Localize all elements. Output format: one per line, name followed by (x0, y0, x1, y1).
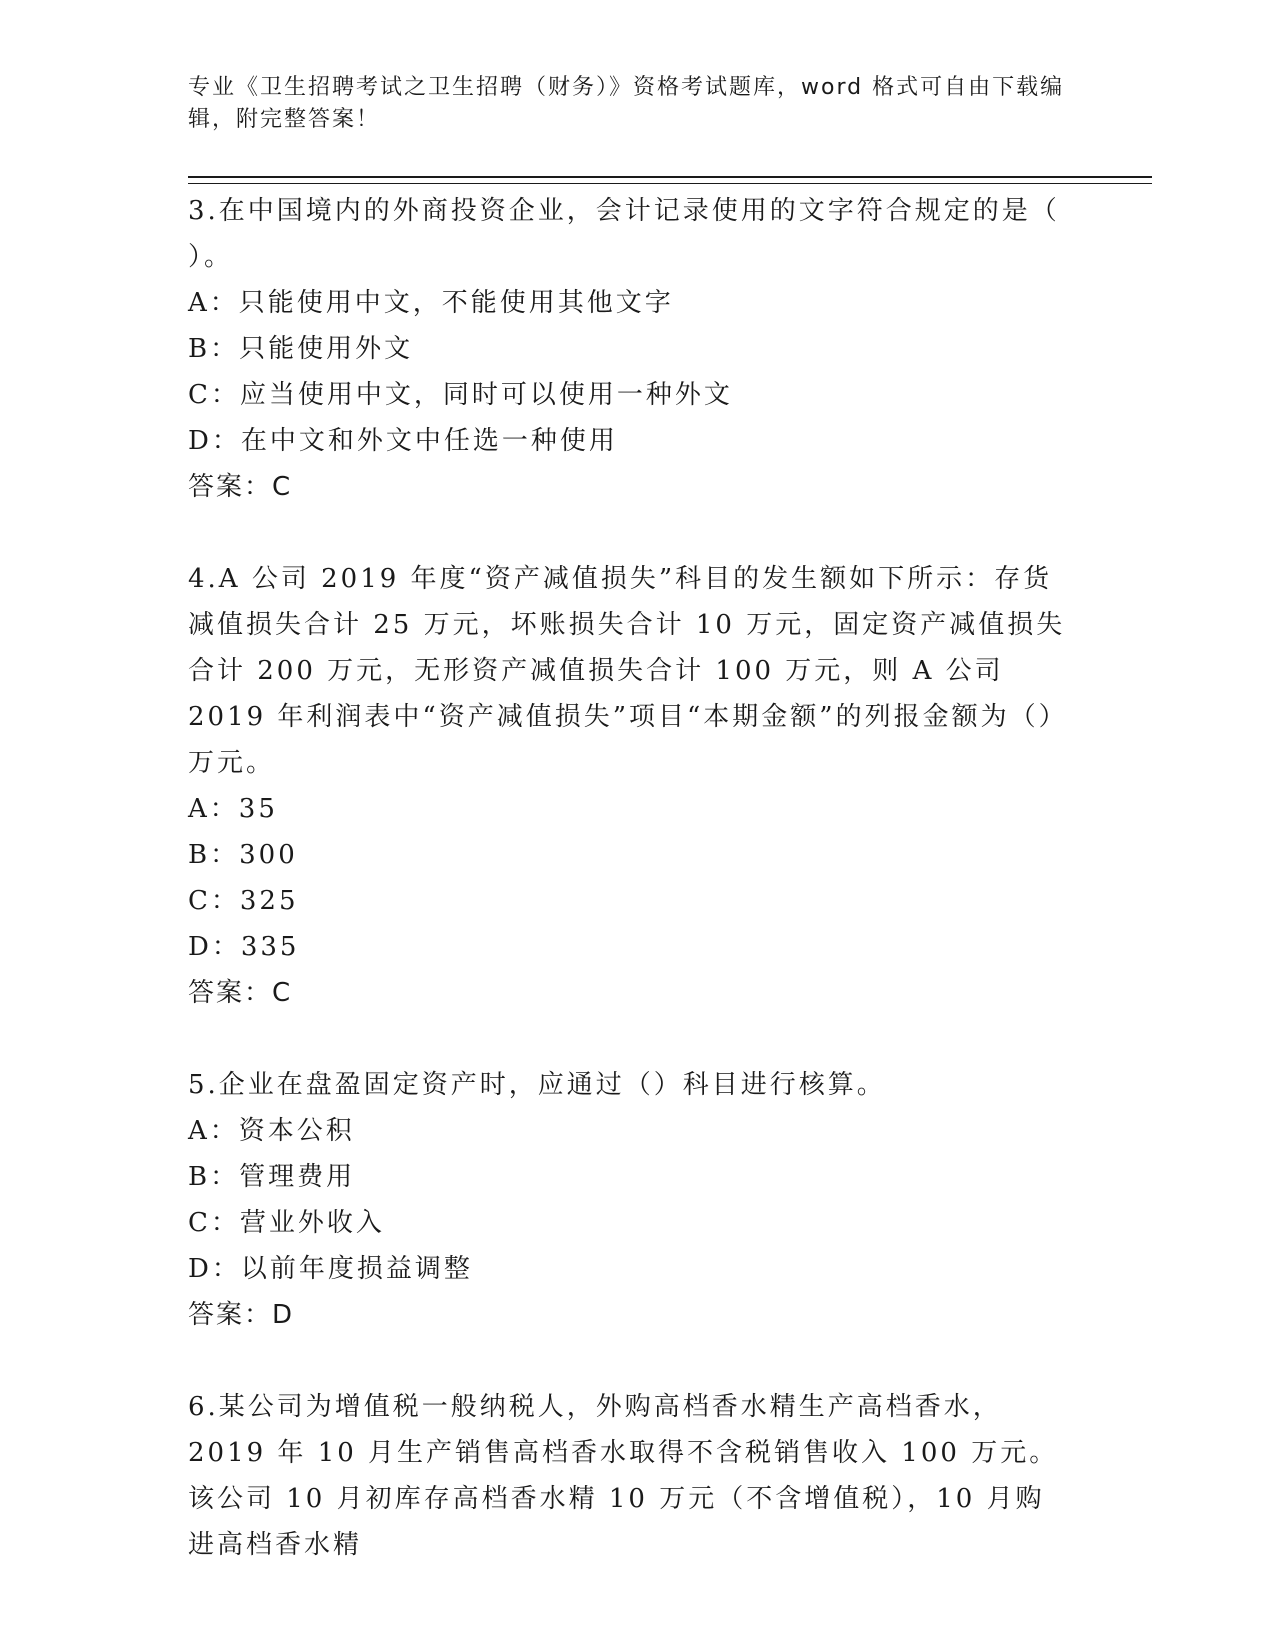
answer: 答案：C (188, 978, 293, 1008)
option-d: D：以前年度损益调整 (188, 1254, 473, 1284)
question-text: 5.企业在盘盈固定资产时，应通过（）科目进行核算。 (188, 1070, 886, 1100)
option-d: D：335 (188, 932, 300, 962)
document-header: 专业《卫生招聘考试之卫生招聘（财务）》资格考试题库，word 格式可自由下载编辑，附完整答案！ (188, 75, 1065, 132)
question-5 (188, 1062, 1068, 1338)
option-c: C：325 (188, 886, 299, 916)
question-text: 3.在中国境内的外商投资企业，会计记录使用的文字符合规定的是（ ）。 (188, 196, 1060, 272)
question-4 (188, 556, 1068, 1016)
option-a: A：资本公积 (188, 1116, 355, 1146)
header-divider-thick (188, 176, 1152, 178)
answer: 答案：C (188, 472, 293, 502)
answer: 答案：D (188, 1300, 295, 1330)
question-list (188, 188, 1068, 1614)
option-a: A：35 (188, 794, 278, 824)
option-b: B：300 (188, 840, 298, 870)
option-c: C：应当使用中文，同时可以使用一种外文 (188, 380, 733, 410)
header-divider-thin (188, 183, 1152, 184)
question-3 (188, 188, 1068, 510)
option-b: B：只能使用外文 (188, 334, 414, 364)
question-6 (188, 1384, 1068, 1568)
option-c: C：营业外收入 (188, 1208, 385, 1238)
option-d: D：在中文和外文中任选一种使用 (188, 426, 618, 456)
question-text: 6.某公司为增值税一般纳税人，外购高档香水精生产高档香水，2019 年 10 月生产销售高档香水取得不含税销售收入 100 万元。该公司 10 月初库存高档香水精 10 万元（不含增值税），10 月购进高档香水精 (188, 1392, 1059, 1560)
option-b: B：管理费用 (188, 1162, 356, 1192)
question-text: 4.A 公司 2019 年度“资产减值损失”科目的发生额如下所示：存货减值损失合计 25 万元，坏账损失合计 10 万元，固定资产减值损失合计 200 万元，无形资产减值损失合计 100 万元，则 A 公司 2019 年利润表中“资产减值损失”项目“本期金额”的列报金额为（）万元。 (188, 564, 1068, 778)
option-a: A：只能使用中文，不能使用其他文字 (188, 288, 674, 318)
